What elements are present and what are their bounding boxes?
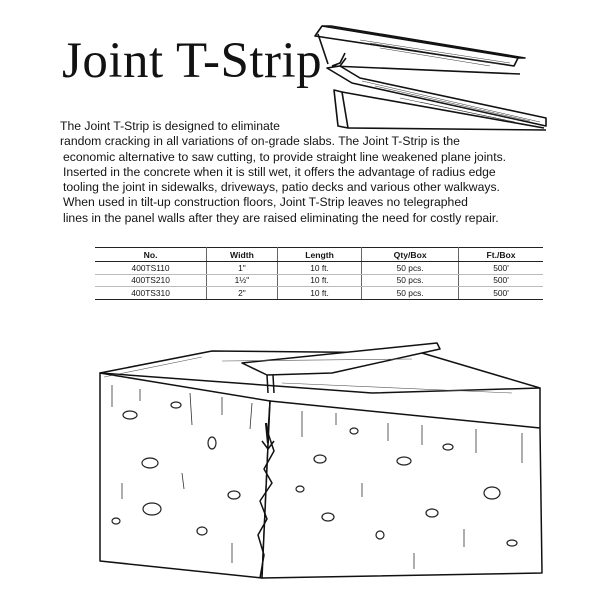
- cell-width: 1½": [207, 274, 278, 287]
- description-line: The Joint T-Strip is designed to eliminate: [60, 119, 280, 133]
- description-line: Inserted in the concrete when it is still wet, it offers the advantage of radius edge: [63, 164, 496, 179]
- description-line: lines in the panel walls after they are raised eliminating the need for costly repair.: [63, 210, 499, 225]
- col-header-ft-box: Ft./Box: [459, 248, 543, 262]
- cell-no: 400TS310: [95, 287, 207, 300]
- table-row: [95, 262, 543, 275]
- cell-length: 10 ft.: [277, 274, 361, 287]
- table-header-row: [95, 248, 543, 262]
- description-line: random cracking in all variations of on-grade slabs. The Joint T-Strip is the: [60, 134, 460, 149]
- cell-ft-box: 500': [459, 262, 543, 275]
- table-row: [95, 274, 543, 287]
- page-title: Joint T-Strip: [62, 33, 323, 89]
- cell-length: 10 ft.: [277, 287, 361, 300]
- col-header-length: Length: [277, 248, 361, 262]
- description-line: economic alternative to saw cutting, to provide straight line weakened plane joints.: [63, 149, 507, 164]
- cell-qty-box: 50 pcs.: [362, 274, 459, 287]
- cell-ft-box: 500': [459, 274, 543, 287]
- t-strip-illustration: [300, 18, 552, 133]
- cell-length: 10 ft.: [277, 262, 361, 275]
- concrete-slab-illustration: [92, 333, 548, 583]
- cell-no: 400TS210: [95, 274, 207, 287]
- table-row: [95, 287, 543, 300]
- cell-qty-box: 50 pcs.: [362, 262, 459, 275]
- description-line: tooling the joint in sidewalks, driveways, patio decks and various other walkways.: [63, 180, 500, 195]
- cell-qty-box: 50 pcs.: [362, 287, 459, 300]
- cell-width: 1": [207, 262, 278, 275]
- col-header-no: No.: [95, 248, 207, 262]
- cell-no: 400TS110: [95, 262, 207, 275]
- col-header-width: Width: [207, 248, 278, 262]
- cell-ft-box: 500': [459, 287, 543, 300]
- description: [60, 119, 560, 226]
- cell-width: 2": [207, 287, 278, 300]
- spec-table: [95, 247, 543, 300]
- col-header-qty-box: Qty/Box: [362, 248, 459, 262]
- description-line: When used in tilt-up construction floors, Joint T-Strip leaves no telegraphed: [63, 195, 468, 210]
